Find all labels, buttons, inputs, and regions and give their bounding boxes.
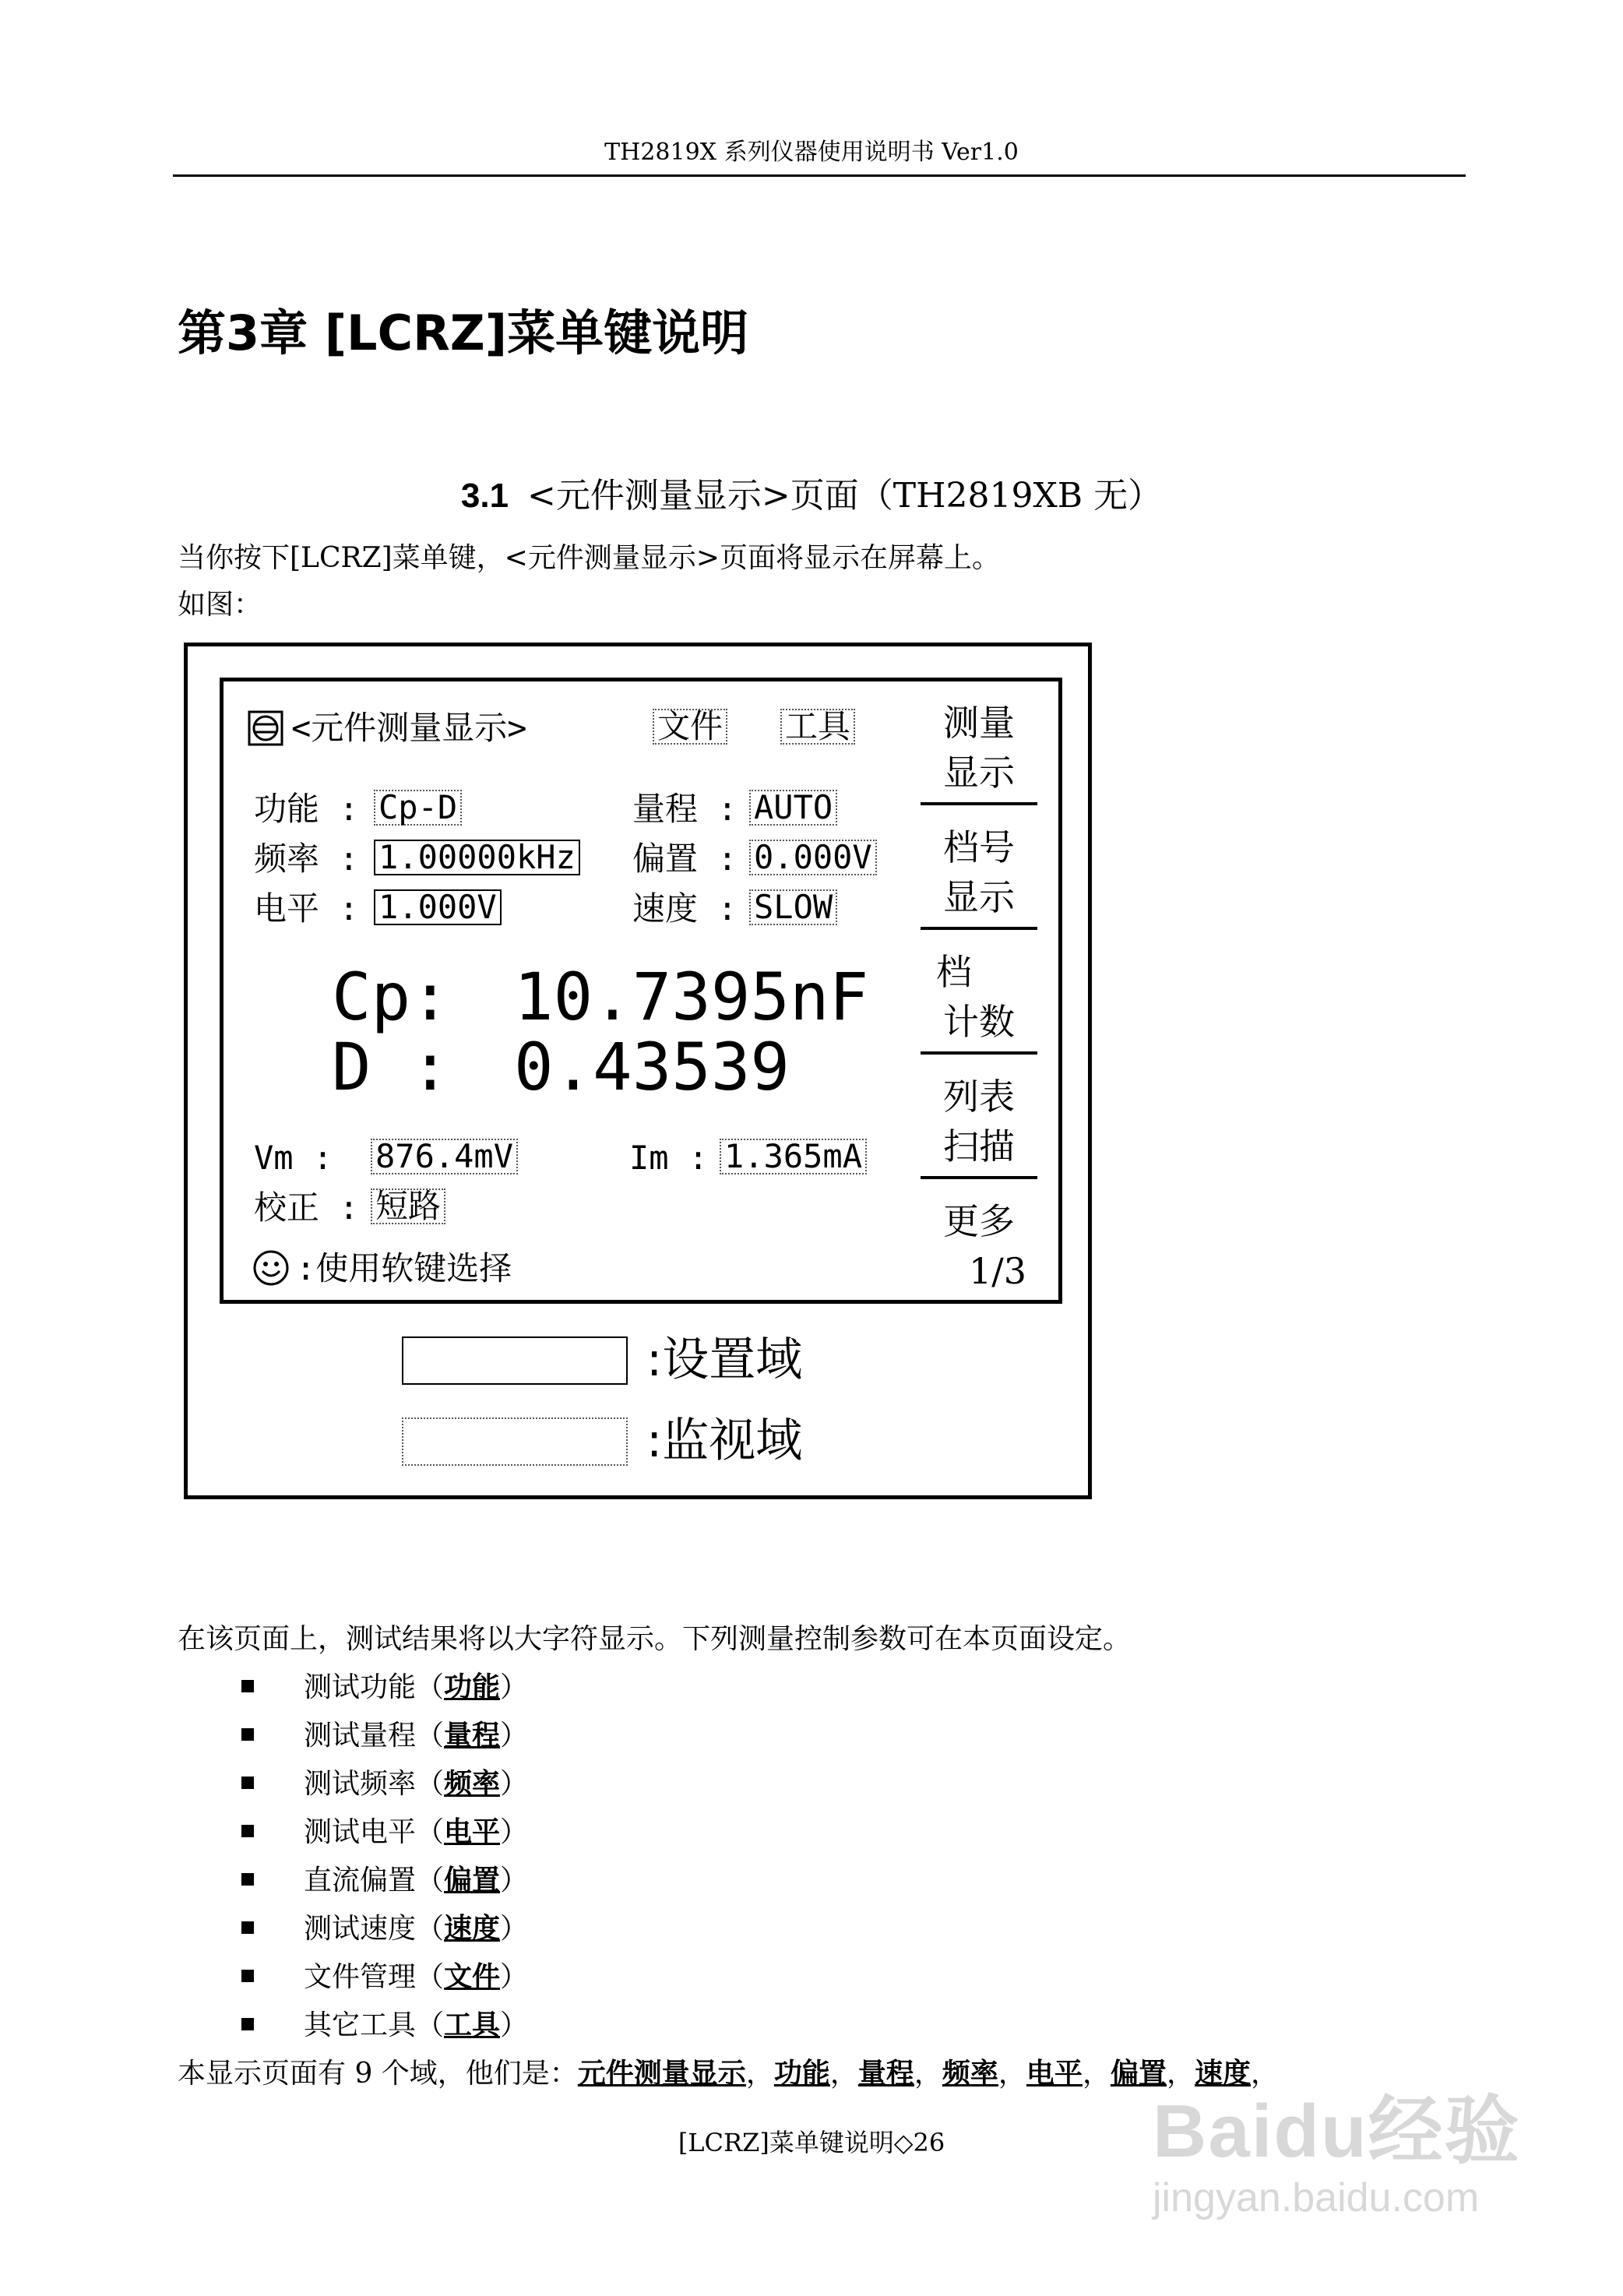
bullet-icon bbox=[241, 2018, 254, 2030]
softkey-4-line1: 列表 bbox=[943, 1076, 1015, 1118]
bullet-icon bbox=[241, 1728, 254, 1741]
list-item: 测试电平（电平） bbox=[241, 1810, 528, 1850]
link-file[interactable]: 文件 bbox=[444, 1961, 501, 1993]
softkey-2-line2: 显示 bbox=[943, 876, 1015, 918]
softkey-3-line2: 计数 bbox=[943, 1001, 1015, 1043]
legend-set-field-sample bbox=[402, 1336, 628, 1385]
freq-label: 频率 : bbox=[254, 840, 359, 878]
legend-monitor-field-label: :监视域 bbox=[646, 1414, 803, 1468]
softkey-list-sweep[interactable] bbox=[921, 1072, 1037, 1171]
softkey-more[interactable] bbox=[921, 1196, 1037, 1296]
link-level[interactable]: 电平 bbox=[1026, 2058, 1083, 2090]
link-frequency[interactable]: 频率 bbox=[942, 2058, 998, 2090]
body-paragraph: 在该页面上，测试结果将以大字符显示。下列测量控制参数可在本页面设定。 bbox=[178, 1623, 1132, 1655]
bullet-icon bbox=[241, 1777, 254, 1789]
list-item: 测试功能（功能） bbox=[241, 1665, 528, 1705]
list-item: 其它工具（工具） bbox=[241, 2003, 528, 2043]
secondary-value: 0.43539 bbox=[514, 1029, 790, 1105]
hint-text: :使用软键选择 bbox=[296, 1249, 512, 1287]
link-bias[interactable]: 偏置 bbox=[444, 1865, 501, 1896]
bullet-icon bbox=[241, 1970, 254, 1982]
corr-label: 校正 : bbox=[254, 1188, 359, 1227]
bias-field[interactable]: 0.000V bbox=[749, 840, 877, 875]
link-range[interactable]: 量程 bbox=[444, 1720, 501, 1752]
im-monitor: 1.365mA bbox=[720, 1139, 867, 1174]
range-label: 量程 : bbox=[632, 790, 738, 828]
intro-line-1: 当你按下[LCRZ]菜单键，<元件测量显示>页面将显示在屏幕上。 bbox=[178, 542, 1000, 574]
chapter-title: 第3章 [LCRZ]菜单键说明 bbox=[178, 305, 749, 361]
page-footer: [LCRZ]菜单键说明◇26 bbox=[678, 2128, 945, 2157]
softkey-4-line2: 扫描 bbox=[943, 1125, 1015, 1167]
speed-label: 速度 : bbox=[632, 889, 738, 928]
link-range[interactable]: 量程 bbox=[857, 2058, 914, 2090]
link-speed[interactable]: 速度 bbox=[444, 1913, 501, 1945]
corr-monitor: 短路 bbox=[371, 1188, 445, 1224]
list-item: 文件管理（文件） bbox=[241, 1955, 528, 1995]
link-component-display[interactable]: 元件测量显示 bbox=[577, 2058, 746, 2090]
softkey-1-line1: 测量 bbox=[943, 702, 1015, 744]
primary-value: 10.7395nF bbox=[514, 959, 869, 1035]
speed-field[interactable]: SLOW bbox=[749, 889, 837, 925]
freq-field[interactable]: 1.00000kHz bbox=[374, 840, 580, 875]
watermark-url: jingyan.baidu.com bbox=[1153, 2175, 1480, 2220]
link-function[interactable]: 功能 bbox=[773, 2058, 830, 2090]
list-item: 测试频率（频率） bbox=[241, 1762, 528, 1801]
menu-file[interactable]: 文件 bbox=[653, 709, 727, 745]
legend-monitor-field-sample bbox=[402, 1417, 628, 1466]
softkey-3-line1: 档 bbox=[936, 951, 972, 993]
page-header: TH2819X 系列仪器使用说明书 Ver1.0 bbox=[604, 139, 1019, 166]
softkey-bin-count[interactable] bbox=[921, 947, 1037, 1047]
section-title bbox=[0, 467, 1623, 517]
softkey-5-line1: 更多 bbox=[943, 1200, 1015, 1242]
intro-line-2: 如图： bbox=[178, 589, 262, 621]
bullet-icon bbox=[241, 1921, 254, 1934]
vm-label: Vm : bbox=[254, 1139, 333, 1177]
fields-line: 本显示页面有 9 个域，他们是：元件测量显示，功能，量程，频率，电平，偏置，速度， bbox=[178, 2058, 1280, 2090]
lcd-display-icon bbox=[248, 710, 283, 746]
link-tools[interactable]: 工具 bbox=[444, 2009, 501, 2041]
primary-param-label: Cp: bbox=[332, 959, 450, 1035]
legend-set-field-label: :设置域 bbox=[646, 1333, 803, 1387]
secondary-param-label: D : bbox=[332, 1029, 450, 1105]
list-item: 直流偏置（偏置） bbox=[241, 1858, 528, 1898]
softkey-bin-no-display[interactable] bbox=[921, 822, 1037, 922]
im-label: Im : bbox=[629, 1139, 709, 1177]
link-function[interactable]: 功能 bbox=[444, 1671, 501, 1703]
softkey-divider bbox=[921, 927, 1037, 930]
vm-monitor: 876.4mV bbox=[371, 1139, 518, 1174]
range-field[interactable]: AUTO bbox=[749, 790, 837, 826]
softkey-measure-display[interactable] bbox=[921, 698, 1037, 798]
softkey-5-line2: 1/3 bbox=[968, 1250, 1026, 1292]
screen-page-title: <元件测量显示> bbox=[291, 709, 527, 747]
softkey-divider bbox=[921, 802, 1037, 805]
softkey-2-line1: 档号 bbox=[943, 826, 1015, 868]
section-number: 3.1 bbox=[460, 477, 509, 515]
header-rule bbox=[173, 174, 1466, 177]
list-item: 测试量程（量程） bbox=[241, 1713, 528, 1753]
bullet-icon bbox=[241, 1825, 254, 1837]
smiley-icon bbox=[252, 1249, 290, 1287]
func-label: 功能 : bbox=[254, 790, 359, 828]
link-bias[interactable]: 偏置 bbox=[1110, 2058, 1167, 2090]
list-item: 测试速度（速度） bbox=[241, 1907, 528, 1946]
level-label: 电平 : bbox=[254, 889, 359, 928]
watermark-logo: Baidu经验 bbox=[1153, 2090, 1521, 2173]
bias-label: 偏置 : bbox=[632, 840, 738, 878]
bullet-icon bbox=[241, 1873, 254, 1886]
link-speed[interactable]: 速度 bbox=[1194, 2058, 1251, 2090]
menu-tools[interactable]: 工具 bbox=[780, 709, 855, 745]
link-level[interactable]: 电平 bbox=[444, 1816, 501, 1848]
softkey-divider bbox=[921, 1051, 1037, 1055]
func-field[interactable]: Cp-D bbox=[374, 790, 462, 826]
section-name: <元件测量显示>页面（TH2819XB 无） bbox=[527, 476, 1163, 516]
softkey-divider bbox=[921, 1176, 1037, 1179]
level-field[interactable]: 1.000V bbox=[374, 889, 502, 925]
link-frequency[interactable]: 频率 bbox=[444, 1768, 501, 1800]
softkey-1-line2: 显示 bbox=[943, 752, 1015, 794]
bullet-icon bbox=[241, 1680, 254, 1692]
